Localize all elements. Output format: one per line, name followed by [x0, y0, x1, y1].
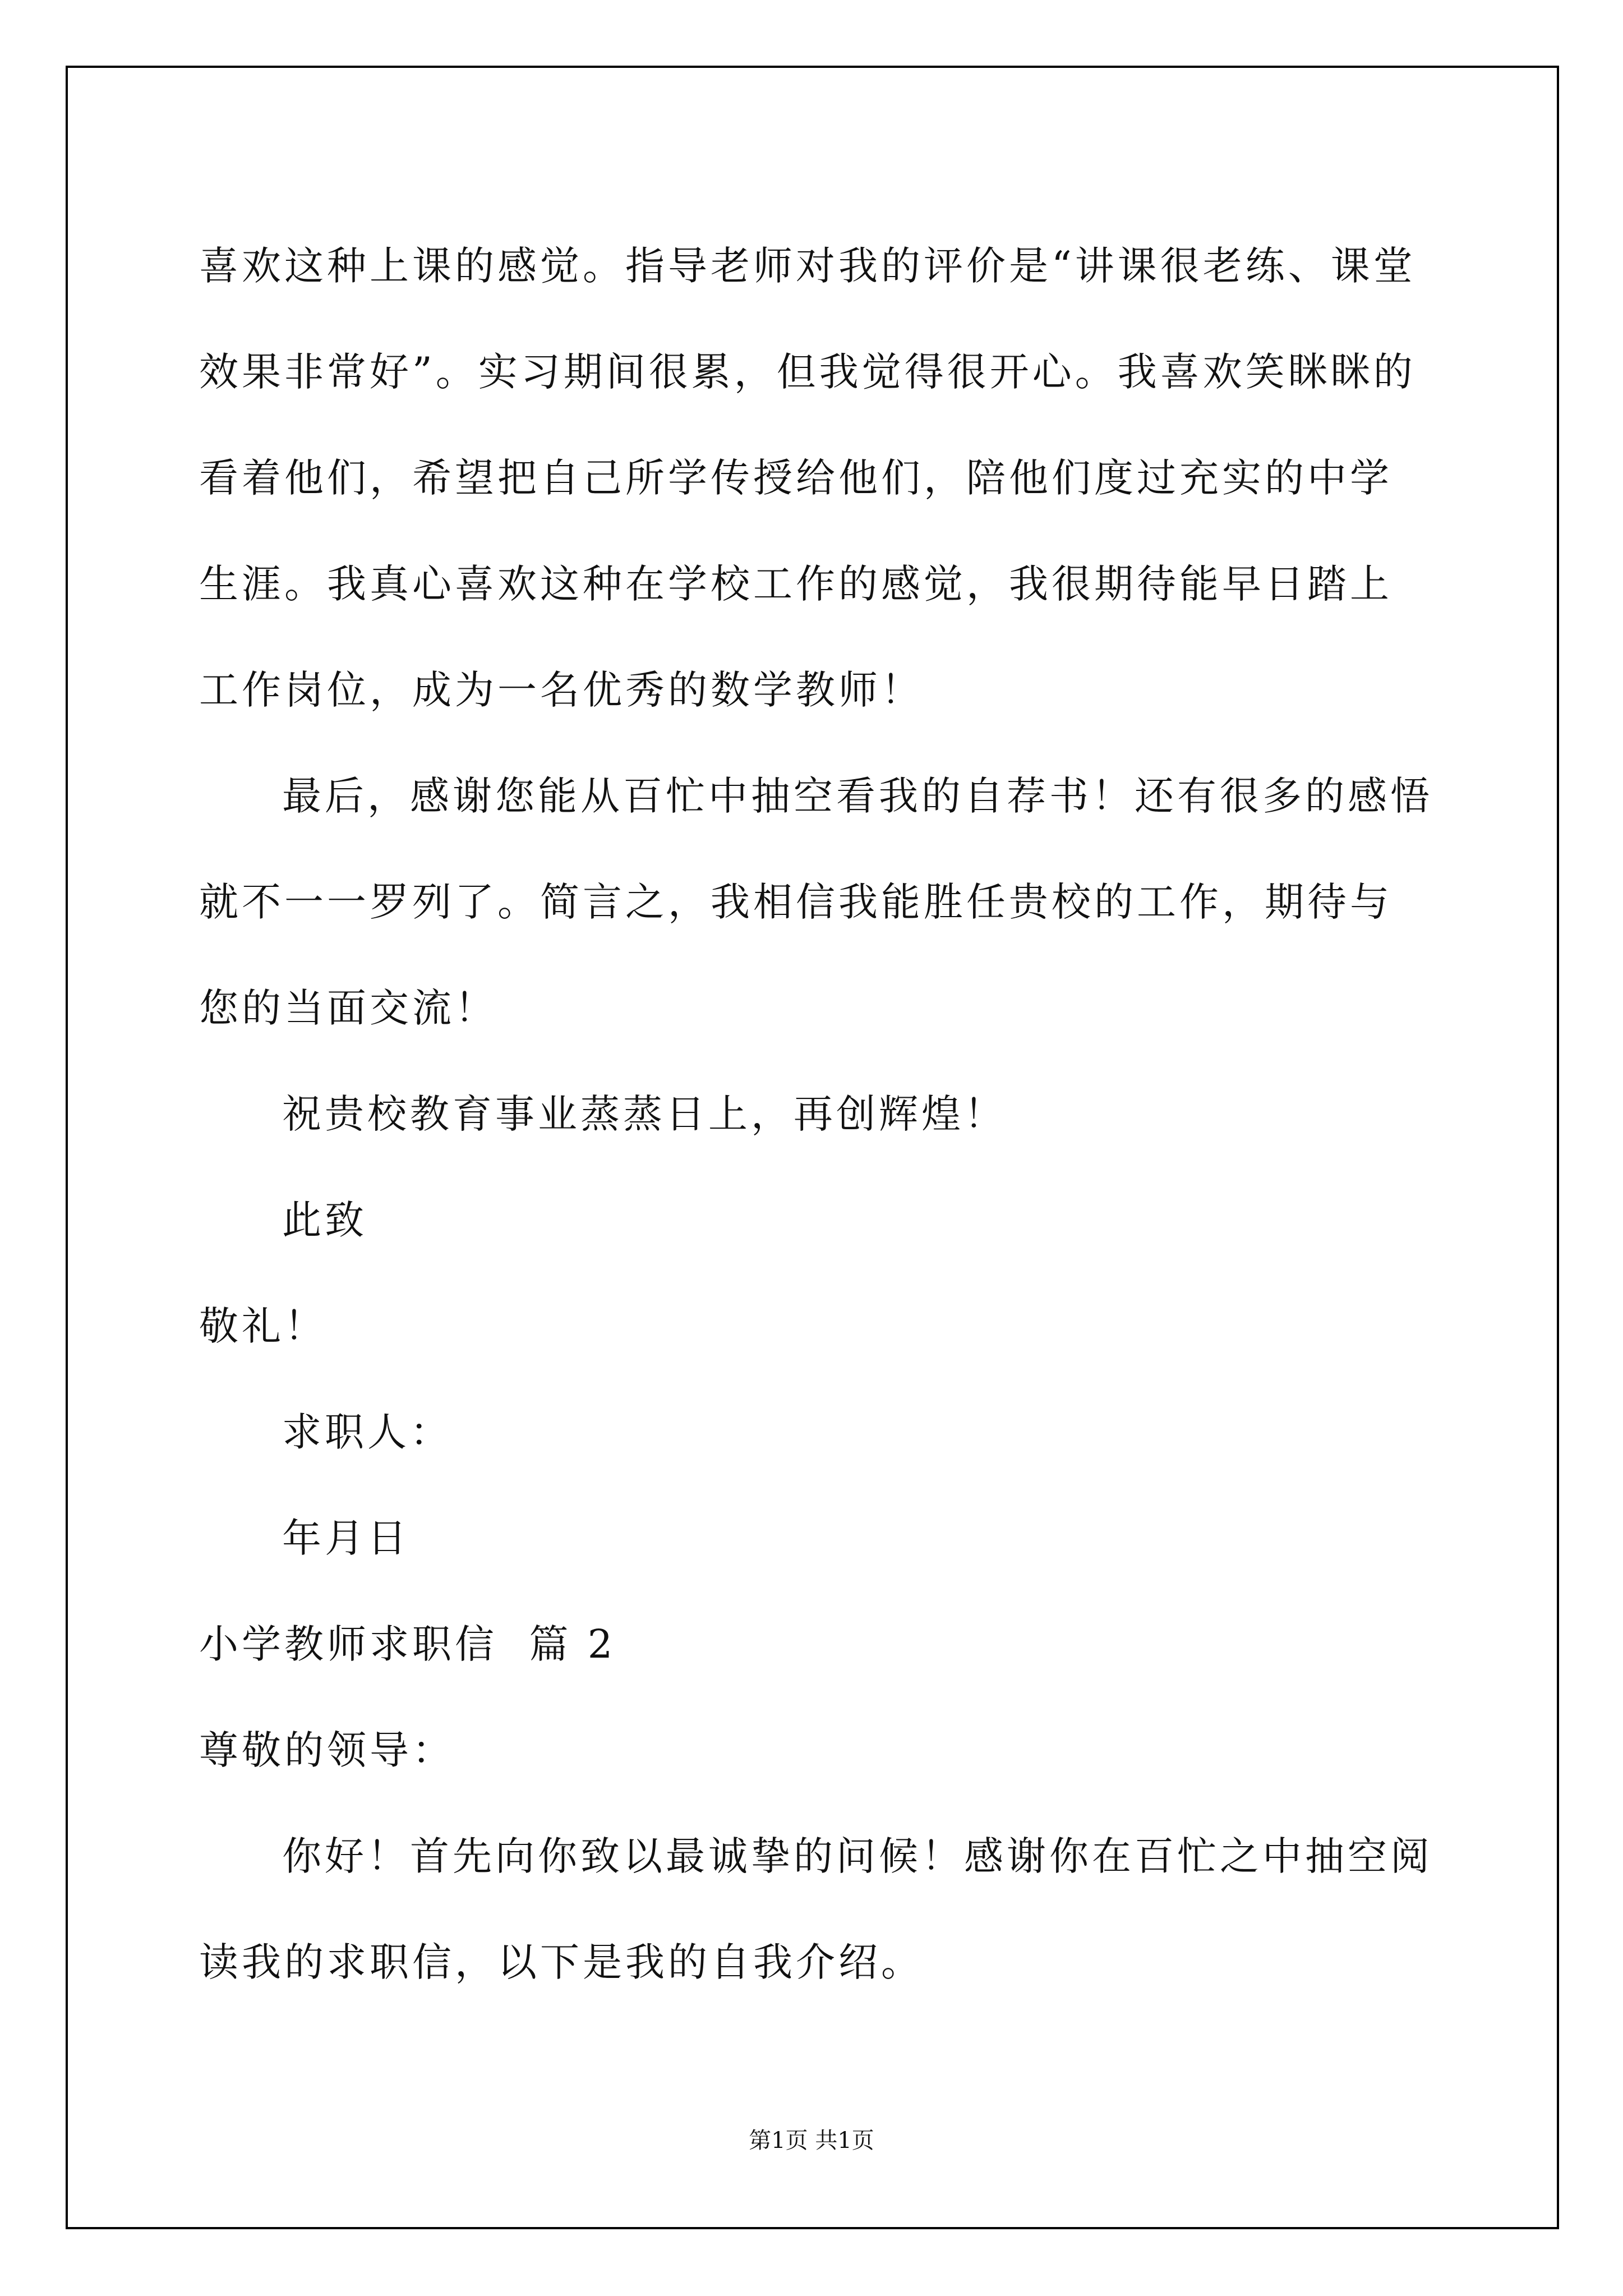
paragraph-salutation-cizhi: 此致	[282, 1197, 367, 1243]
page-number-footer: 第1页 共1页	[749, 2128, 874, 2154]
paragraph-greeting: 尊敬的领导：	[199, 1727, 455, 1773]
paragraph-applicant: 求职人：	[282, 1409, 453, 1455]
section-heading: 小学教师求职信 篇 2	[199, 1621, 616, 1667]
paragraph-date: 年月日	[282, 1515, 410, 1561]
paragraph-closing-thanks: 最后，感谢您能从百忙中抽空看我的自荐书！还有很多的感悟就不一一罗列了。简言之，我相信我能胜任贵校的工作，期待与您的当面交流！	[199, 773, 1433, 1031]
document-body	[199, 213, 1433, 2016]
paragraph-practice-feelings: 喜欢这种上课的感觉。指导老师对我的评价是“讲课很老练、课堂效果非常好”。实习期间很累，但我觉得很开心。我喜欢笑眯眯的看着他们，希望把自己所学传授给他们，陪他们度过充实的中学生涯。我真心喜欢这种在学校工作的感觉，我很期待能早日踏上工作岗位，成为一名优秀的数学教师！	[199, 243, 1416, 713]
paragraph-introduction: 你好！首先向你致以最诚挚的问候！感谢你在百忙之中抽空阅读我的求职信，以下是我的自我介绍。	[199, 1833, 1433, 1985]
paragraph-salutation-jingli: 敬礼！	[199, 1303, 327, 1349]
paragraph-wishes: 祝贵校教育事业蒸蒸日上，再创辉煌！	[282, 1091, 1007, 1137]
